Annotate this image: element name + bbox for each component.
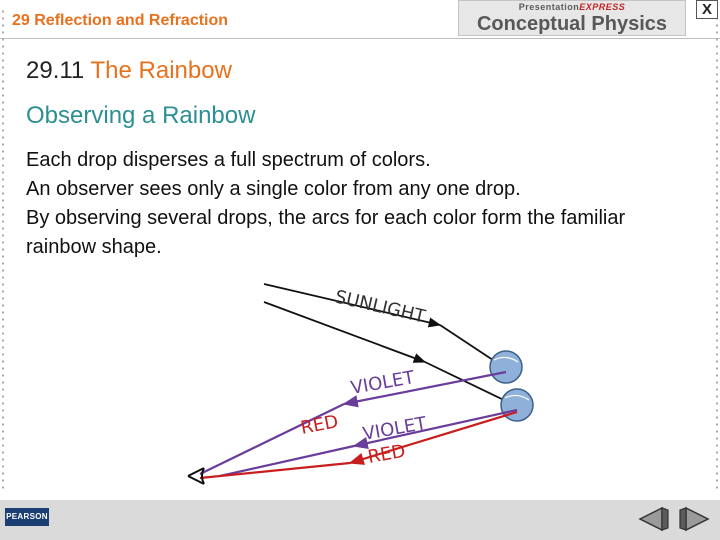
close-button[interactable]: X bbox=[696, 0, 718, 19]
triangle-left-icon bbox=[640, 508, 668, 530]
sunlight-label: SUNLIGHT bbox=[332, 286, 428, 328]
brand-top-suffix: EXPRESS bbox=[579, 2, 626, 12]
section-name: The Rainbow bbox=[90, 57, 232, 84]
red-label-upper: RED bbox=[298, 411, 341, 439]
violet-label-lower: VIOLET bbox=[361, 413, 429, 445]
footer-bar bbox=[0, 500, 720, 540]
violet-label-upper: VIOLET bbox=[349, 367, 417, 399]
chapter-title: 29 Reflection and Refraction bbox=[12, 12, 229, 29]
raindrop-upper bbox=[490, 351, 522, 383]
conceptual-physics-logo bbox=[458, 0, 686, 36]
next-slide-button[interactable] bbox=[678, 506, 710, 532]
previous-slide-button[interactable] bbox=[638, 506, 670, 532]
pearson-logo: PEARSON bbox=[5, 508, 49, 526]
section-number: 29.11 bbox=[26, 57, 85, 84]
bullet-item: By observing several drops, the arcs for each color form the familiar rainbow shape. bbox=[26, 207, 626, 258]
brand-main: Conceptual Physics bbox=[476, 13, 668, 35]
rainbow-diagram bbox=[0, 270, 720, 500]
bullet-item: An observer sees only a single color from any one drop. bbox=[26, 178, 521, 200]
brand-top bbox=[459, 2, 685, 12]
brand-top-prefix: Presentation bbox=[518, 2, 580, 12]
subsection-title: Observing a Rainbow bbox=[26, 102, 256, 129]
observer-eye-icon bbox=[188, 468, 204, 484]
red-label-lower: RED bbox=[366, 440, 408, 468]
bullet-item: Each drop disperses a full spectrum of colors. bbox=[26, 149, 431, 171]
section-title bbox=[26, 57, 232, 85]
bullet-list bbox=[26, 146, 686, 262]
header-divider bbox=[0, 38, 720, 39]
triangle-right-icon bbox=[680, 508, 708, 530]
